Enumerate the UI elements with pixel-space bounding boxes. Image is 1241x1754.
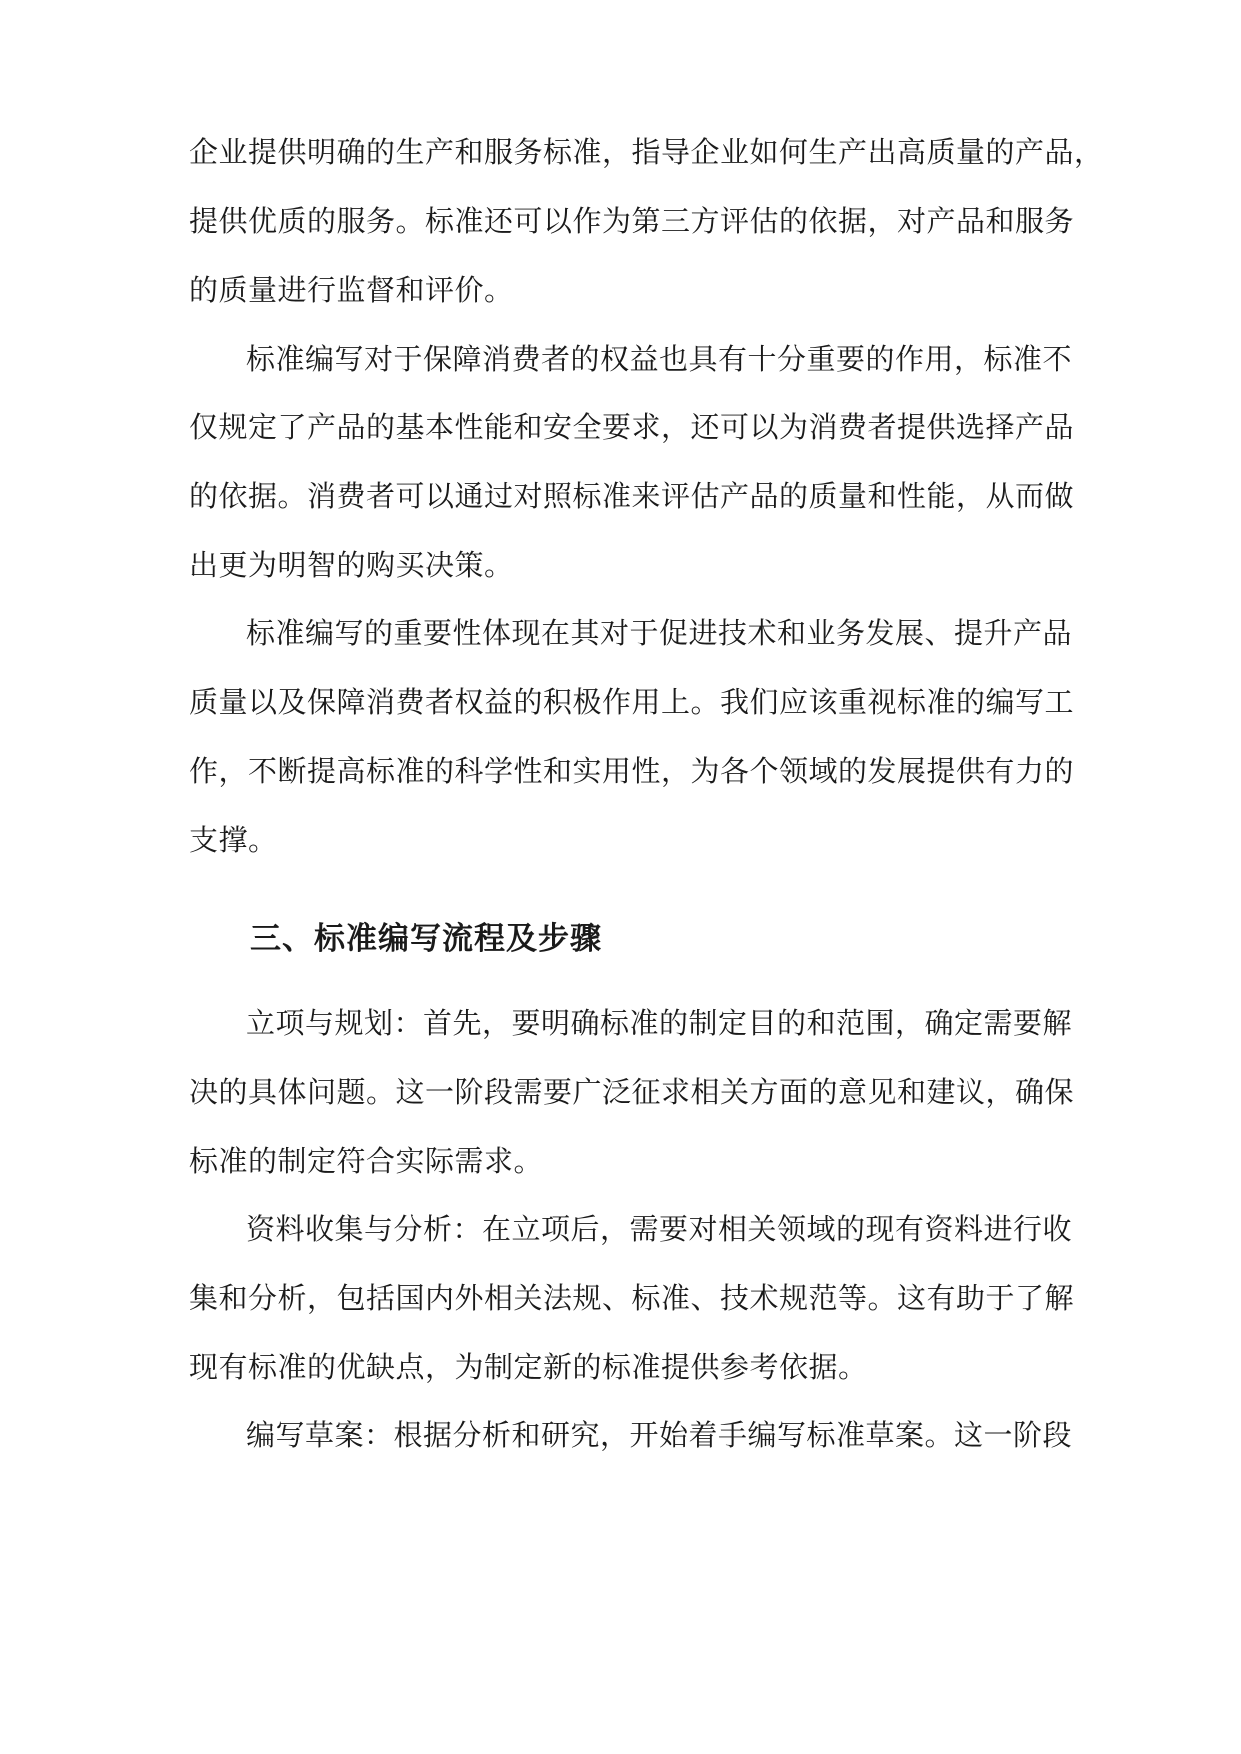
paragraph-line: 支撑。 [189, 823, 278, 857]
paragraph-line: 立项与规划：首先，要明确标准的制定目的和范围，确定需要解 [246, 1006, 1073, 1040]
paragraph-line: 标准的制定符合实际需求。 [189, 1144, 544, 1178]
paragraph-line: 企业提供明确的生产和服务标准，指导企业如何生产出高质量的产品， [189, 135, 1104, 169]
paragraph-line: 决的具体问题。这一阶段需要广泛征求相关方面的意见和建议，确保 [189, 1075, 1075, 1109]
paragraph-line: 集和分析，包括国内外相关法规、标准、技术规范等。这有助于了解 [189, 1281, 1075, 1315]
paragraph-line: 编写草案：根据分析和研究，开始着手编写标准草案。这一阶段 [246, 1418, 1073, 1452]
section-heading: 三、标准编写流程及步骤 [250, 921, 602, 957]
paragraph-line: 的依据。消费者可以通过对照标准来评估产品的质量和性能，从而做 [189, 479, 1075, 513]
paragraph-line: 仅规定了产品的基本性能和安全要求，还可以为消费者提供选择产品 [189, 410, 1075, 444]
paragraph-line: 标准编写对于保障消费者的权益也具有十分重要的作用，标准不 [246, 342, 1073, 376]
paragraph-line: 出更为明智的购买决策。 [189, 548, 514, 582]
paragraph-line: 标准编写的重要性体现在其对于促进技术和业务发展、提升产品 [246, 616, 1073, 650]
paragraph-line: 现有标准的优缺点，为制定新的标准提供参考依据。 [189, 1350, 868, 1384]
paragraph-line: 作，不断提高标准的科学性和实用性，为各个领域的发展提供有力的 [189, 754, 1075, 788]
paragraph-line: 质量以及保障消费者权益的积极作用上。我们应该重视标准的编写工 [189, 685, 1075, 719]
paragraph-line: 的质量进行监督和评价。 [189, 273, 514, 307]
paragraph-line: 提供优质的服务。标准还可以作为第三方评估的依据，对产品和服务 [189, 204, 1075, 238]
paragraph-line: 资料收集与分析：在立项后，需要对相关领域的现有资料进行收 [246, 1212, 1073, 1246]
